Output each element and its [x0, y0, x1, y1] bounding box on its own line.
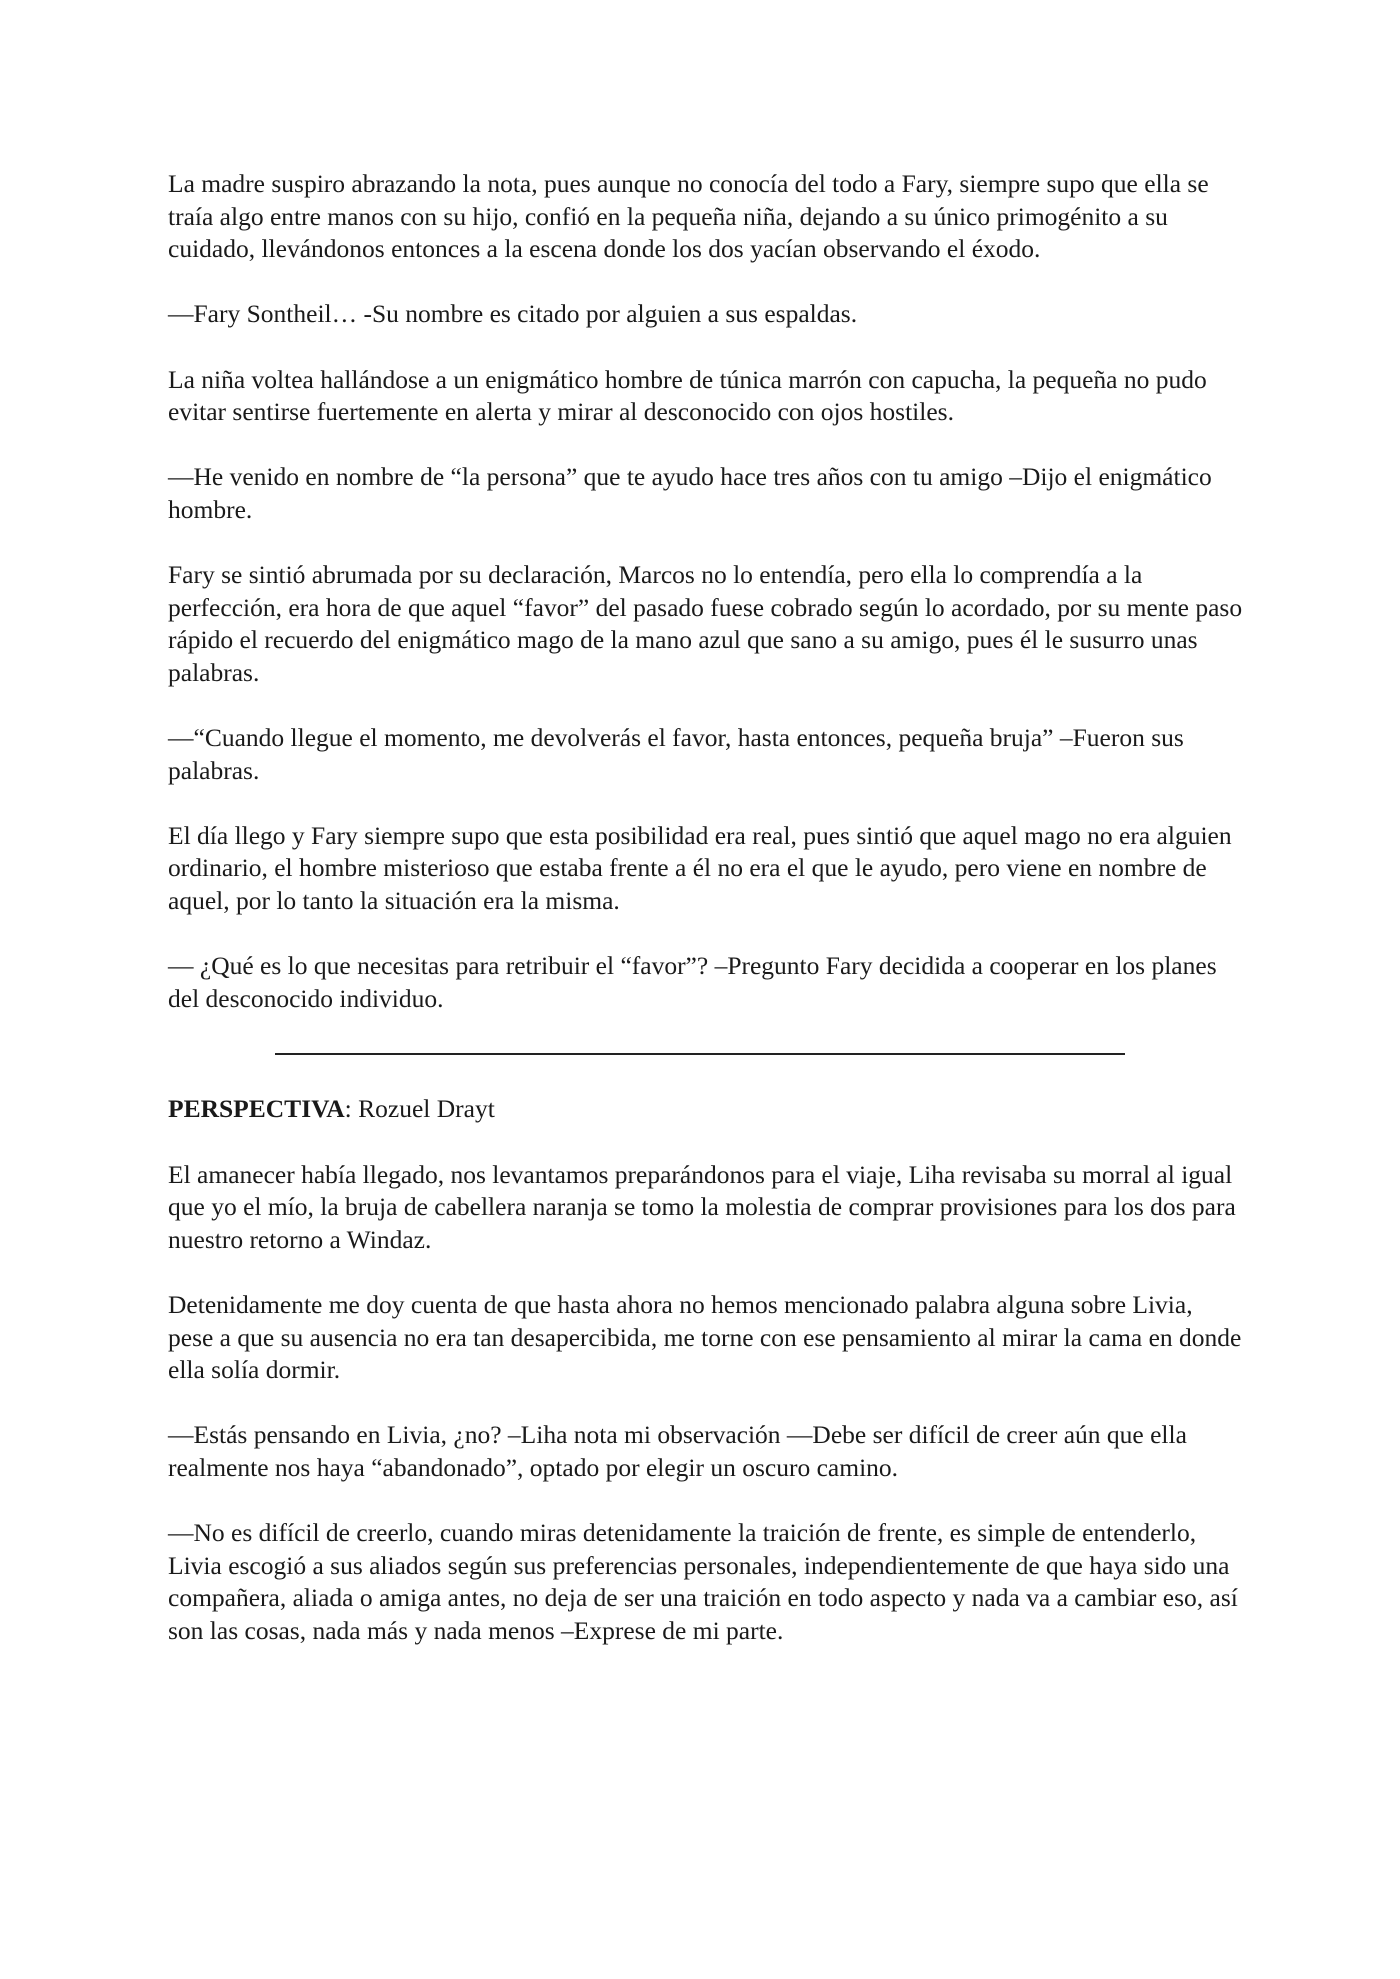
perspective-separator: : [344, 1094, 359, 1124]
paragraph: —No es difícil de creerlo, cuando miras detenidamente la traición de frente, es simple de entenderlo, Livia escogió a sus aliados según sus preferencias personales, independientemente de que haya sido una compañera, aliada o amiga antes, no deja de ser una traición en todo aspecto y nada va a cambiar eso, así son las cosas, nada más y nada menos –Exprese de mi parte. [168, 1518, 1238, 1645]
paragraph: El amanecer había llegado, nos levantamos preparándonos para el viaje, Liha revisaba su morral al igual que yo el mío, la bruja de cabellera naranja se tomo la molestia de comprar provisiones para los dos para nuestro retorno a Windaz. [168, 1159, 1236, 1254]
paragraph: —He venido en nombre de “la persona” que te ayudo hace tres años con tu amigo –Dijo el enigmático hombre. [168, 462, 1212, 524]
paragraph: Fary se sintió abrumada por su declaración, Marcos no lo entendía, pero ella lo comprendía a la perfección, era hora de que aquel “favor” del pasado fuese cobrado según lo acordado, por su mente paso rápido el recuerdo del enigmático mago de la mano azul que sano a su amigo, pues él le susurro unas palabras. [168, 560, 1243, 687]
paragraph: La niña voltea hallándose a un enigmático hombre de túnica marrón con capucha, la pequeña no pudo evitar sentirse fuertemente en alerta y mirar al desconocido con ojos hostiles. [168, 364, 1207, 427]
paragraph: — ¿Qué es lo que necesitas para retribuir el “favor”? –Pregunto Fary decidida a cooperar en los planes del desconocido individuo. [168, 951, 1217, 1013]
perspective-heading [168, 1093, 1243, 1126]
document-page [168, 168, 1243, 1680]
paragraph: El día llego y Fary siempre supo que esta posibilidad era real, pues sintió que aquel mago no era alguien ordinario, el hombre misterioso que estaba frente a él no era el que le ayudo, pero viene en nombre de aquel, por lo tanto la situación era la misma. [168, 820, 1232, 916]
paragraph: La madre suspiro abrazando la nota, pues aunque no conocía del todo a Fary, siempre supo que ella se traía algo entre manos con su hijo, confió en la pequeña niña, dejando a su único primogénito a su cuidado, llevándonos entonces a la escena donde los dos yacían observando el éxodo. [168, 169, 1209, 264]
perspective-name: Rozuel Drayt [358, 1094, 495, 1124]
section-divider [275, 1053, 1125, 1055]
paragraph: Detenidamente me doy cuenta de que hasta ahora no hemos mencionado palabra alguna sobre Livia, pese a que su ausencia no era tan desapercibida, me torne con ese pensamiento al mirar la cama en donde ella solía dormir. [168, 1290, 1242, 1385]
paragraph: —“Cuando llegue el momento, me devolverás el favor, hasta entonces, pequeña bruja” –Fueron sus palabras. [168, 723, 1184, 785]
paragraph: —Estás pensando en Livia, ¿no? –Liha nota mi observación —Debe ser difícil de creer aún que ella realmente nos haya “abandonado”, optado por elegir un oscuro camino. [168, 1420, 1187, 1482]
perspective-label: PERSPECTIVA [168, 1094, 345, 1124]
paragraph: —Fary Sontheil… -Su nombre es citado por alguien a sus espaldas. [168, 299, 858, 329]
